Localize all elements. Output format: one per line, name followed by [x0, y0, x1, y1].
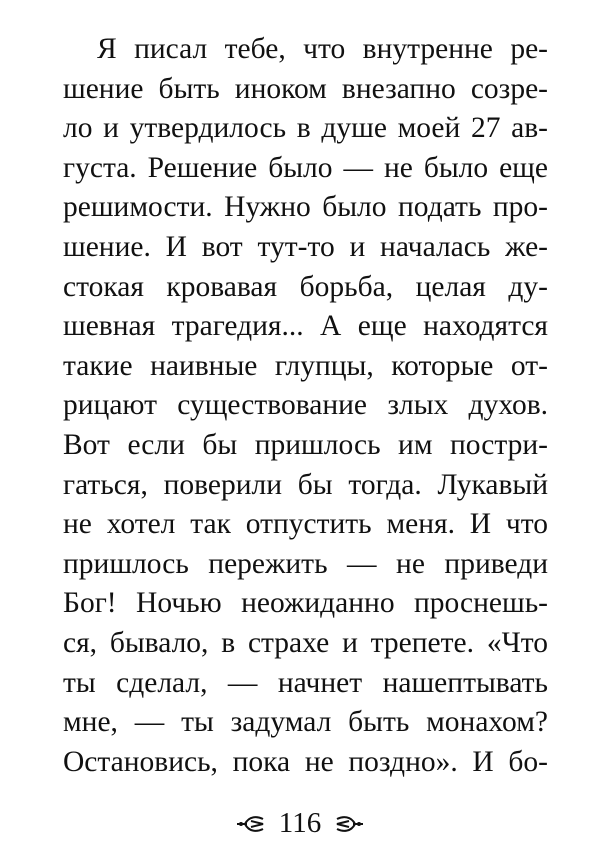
body-text — [63, 30, 548, 782]
text-line: шевная трагедия... А еще находятся — [63, 310, 548, 343]
text-line: Остановись, пока не поздно». И бо- — [63, 745, 548, 778]
text-line: не хотел так отпустить меня. И что — [63, 508, 548, 541]
text-line: густа. Решение было — не было еще — [63, 151, 548, 184]
fleuron-left-icon — [235, 812, 267, 834]
text-line: рицают существование злых духов. — [63, 389, 548, 422]
text-line: стокая кровавая борьба, целая ду- — [63, 270, 548, 303]
text-line: ло и утвердилось в душе моей 27 ав- — [63, 112, 548, 145]
text-line: пришлось пережить — не приведи — [63, 547, 548, 580]
text-line: Бог! Ночью неожиданно проснешь- — [63, 587, 548, 620]
text-line: такие наивные глупцы, которые от- — [63, 349, 548, 382]
page-number: 116 — [278, 807, 322, 839]
text-line: ты сделал, — начнет нашептывать — [63, 666, 548, 699]
text-line: Вот если бы пришлось им постри- — [63, 428, 548, 461]
text-line: ся, бывало, в страхе и трепете. «Что — [63, 626, 548, 659]
fleuron-right-icon — [333, 812, 365, 834]
text-line: решимости. Нужно было подать про- — [63, 191, 548, 224]
text-line: Я писал тебе, что внутренне ре- — [97, 33, 548, 65]
page-footer — [0, 803, 600, 843]
text-line: гаться, поверили бы тогда. Лукавый — [63, 468, 548, 501]
text-line: шение. И вот тут-то и началась же- — [63, 230, 548, 263]
text-line: мне, — ты задумал быть монахом? — [63, 706, 548, 739]
text-line: шение быть иноком внезапно созре- — [63, 72, 548, 105]
